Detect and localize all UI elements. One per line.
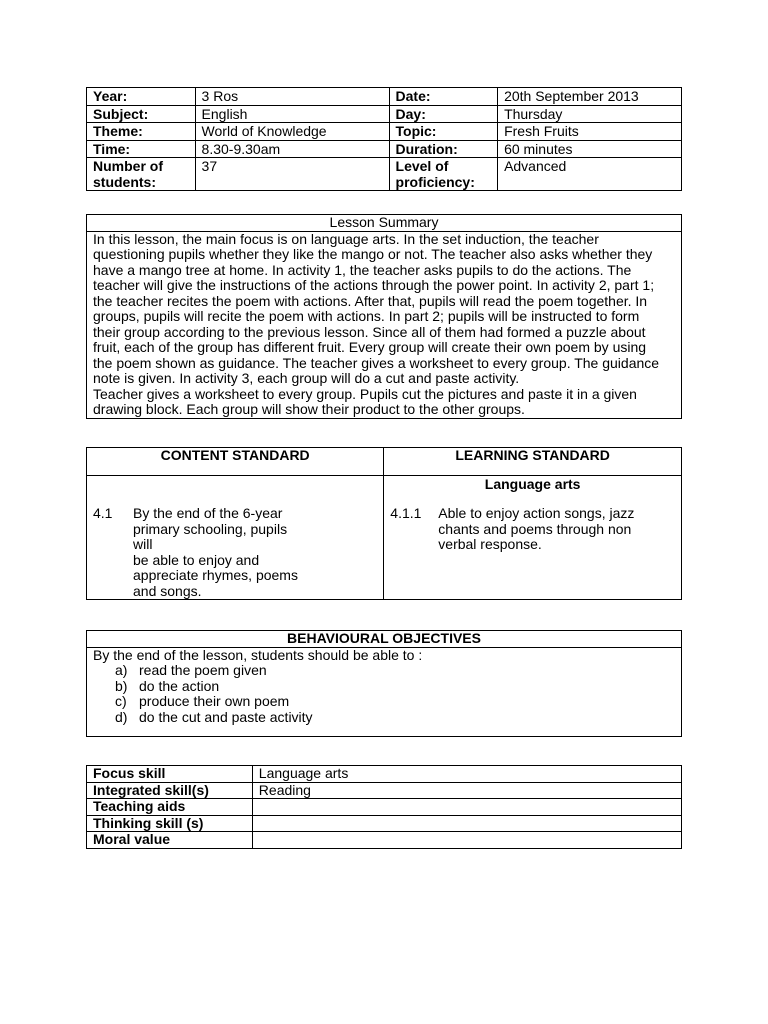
- skills-row: [87, 832, 682, 849]
- info-row-students: [87, 158, 682, 191]
- year-label: Year:: [87, 88, 196, 106]
- integrated-skill-label: Integrated skill(s): [87, 782, 253, 799]
- moral-value-label: Moral value: [87, 832, 253, 849]
- moral-value-value: [252, 832, 681, 849]
- day-label: Day:: [389, 105, 498, 123]
- summary-line: groups, pupils will recite the poem with actions. In part 2; pupils will be instructed to form: [93, 308, 640, 324]
- summary-line: note is given. In activity 3, each group will do a cut and paste activity.: [93, 370, 520, 386]
- lesson-summary-table: [86, 214, 682, 419]
- summary-line: fruit, each of the group has different fruit. Every group will create their own poem by using: [93, 339, 647, 355]
- content-standard-item: [87, 506, 383, 599]
- duration-value: 60 minutes: [498, 140, 682, 158]
- summary-line: questioning pupils whether they like the mango or not. The teacher also asks whether they: [93, 246, 653, 262]
- skills-row: [87, 782, 682, 799]
- skills-row: [87, 799, 682, 816]
- teaching-aids-value: [252, 799, 681, 816]
- standards-table: [86, 447, 682, 600]
- behavioural-objectives-table: [86, 630, 682, 737]
- date-label: Date:: [389, 88, 498, 106]
- summary-line: teacher will give the instructions of the actions through the power point. In activity 2, part 1;: [93, 277, 655, 293]
- learning-standard-subheading: Language arts: [484, 476, 581, 492]
- summary-line: the poem shown as guidance. The teacher gives a worksheet to every group. The guidance: [93, 354, 660, 371]
- topic-value: Fresh Fruits: [498, 123, 682, 141]
- theme-label: Theme:: [87, 123, 196, 141]
- subject-value: English: [195, 105, 389, 123]
- focus-skill-value: Language arts: [252, 766, 681, 783]
- subject-label: Subject:: [87, 105, 196, 123]
- skills-table: [86, 765, 682, 849]
- objectives-intro: By the end of the lesson, students should be able to :: [93, 646, 423, 663]
- objectives-list: [93, 663, 675, 725]
- objective-item: c) produce their own poem: [115, 693, 290, 709]
- content-standard-number: 4.1: [93, 505, 113, 521]
- learning-standard-number: 4.1.1: [390, 505, 422, 521]
- integrated-skill-value: Reading: [252, 782, 681, 799]
- lesson-summary-body: [87, 231, 682, 418]
- objectives-body: [87, 647, 682, 736]
- students-label: Number of students:: [87, 158, 196, 191]
- content-standard-text: By the end of the 6-year primary schooling, pupils will be able to enjoy and appreciate rhymes, poems and songs.: [133, 505, 298, 599]
- skills-row: [87, 815, 682, 832]
- teaching-aids-label: Teaching aids: [87, 799, 253, 816]
- date-value: 20th September 2013: [498, 88, 682, 106]
- objective-item: b) do the action: [115, 677, 220, 694]
- objective-item: d) do the cut and paste activity: [115, 708, 313, 725]
- objective-item: a) read the poem given: [115, 662, 267, 678]
- summary-line: In this lesson, the main focus is on language arts. In the set induction, the teacher: [93, 230, 599, 247]
- thinking-skill-label: Thinking skill (s): [87, 815, 253, 832]
- proficiency-value: Advanced: [498, 158, 682, 191]
- summary-line: have a mango tree at home. In activity 1, the teacher asks pupils to do the actions. The: [93, 261, 632, 278]
- time-label: Time:: [87, 140, 196, 158]
- objectives-title: BEHAVIOURAL OBJECTIVES: [87, 631, 682, 648]
- year-value: 3 Ros: [195, 88, 389, 106]
- content-standard-cell: [87, 476, 384, 600]
- time-value: 8.30-9.30am: [195, 140, 389, 158]
- learning-standard-cell: [384, 476, 682, 600]
- skills-row: [87, 766, 682, 783]
- students-value: 37: [195, 158, 389, 191]
- lesson-summary-title: Lesson Summary: [87, 215, 682, 232]
- learning-standard-item: [384, 506, 681, 553]
- day-value: Thursday: [498, 105, 682, 123]
- learning-standard-text: Able to enjoy action songs, jazz chants and poems through non verbal response.: [438, 505, 635, 552]
- duration-label: Duration:: [389, 140, 498, 158]
- info-row-year: [87, 88, 682, 106]
- proficiency-label: Level of proficiency:: [389, 158, 498, 191]
- summary-line: Teacher gives a worksheet to every group. Pupils cut the pictures and paste it in a given: [93, 385, 637, 402]
- info-row-subject: [87, 105, 682, 123]
- lesson-info-table: [86, 87, 682, 191]
- content-standard-heading: CONTENT STANDARD: [87, 448, 384, 476]
- summary-line: drawing block. Each group will show their product to the other groups.: [93, 401, 525, 417]
- info-row-time: [87, 140, 682, 158]
- focus-skill-label: Focus skill: [87, 766, 253, 783]
- summary-line: the teacher recites the poem with actions. After that, pupils will read the poem together. In: [93, 292, 648, 309]
- theme-value: World of Knowledge: [195, 123, 389, 141]
- thinking-skill-value: [252, 815, 681, 832]
- topic-label: Topic:: [389, 123, 498, 141]
- info-row-theme: [87, 123, 682, 141]
- learning-standard-heading: LEARNING STANDARD: [384, 448, 682, 476]
- summary-line: their group according to the previous lesson. Since all of them had formed a puzzle about: [93, 323, 646, 340]
